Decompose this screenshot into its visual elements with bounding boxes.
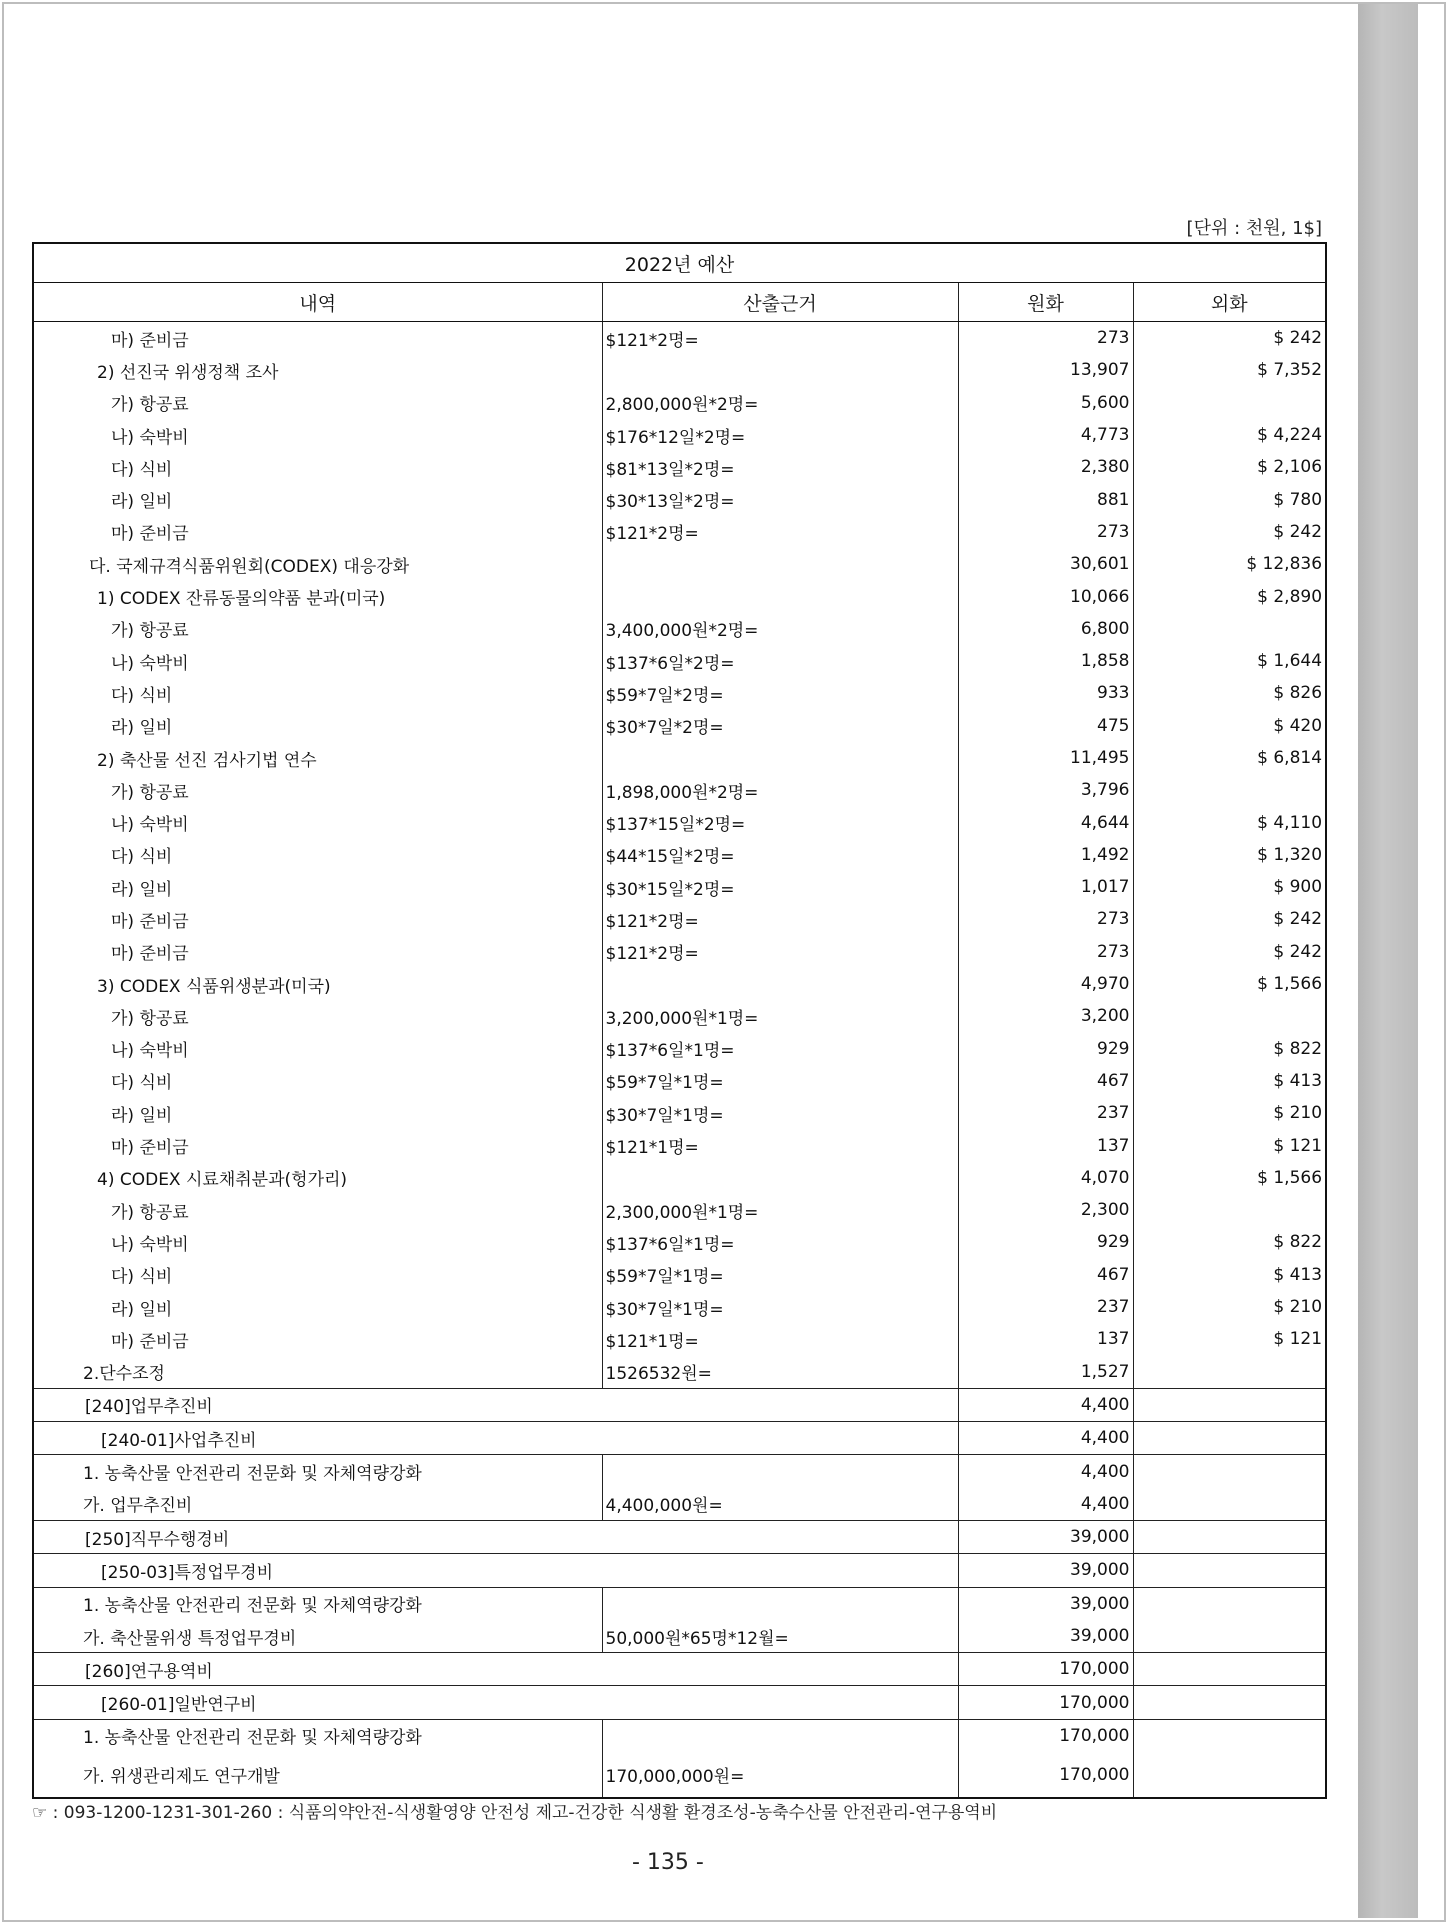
row-usd	[1133, 1388, 1326, 1421]
row-label-text: 마) 준비금	[111, 944, 189, 965]
row-label	[33, 936, 602, 968]
row-label	[33, 742, 602, 774]
row-krw: 1,527	[958, 1356, 1133, 1389]
row-basis: 1526532원=	[602, 1356, 958, 1389]
row-krw: 881	[958, 483, 1133, 515]
row-label-text: 마) 준비금	[111, 524, 189, 545]
row-krw: 1,017	[958, 871, 1133, 903]
row-usd: $ 780	[1133, 483, 1326, 515]
row-label-text: 나) 숙박비	[111, 653, 189, 674]
row-usd	[1133, 1752, 1326, 1798]
page-number: - 135 -	[632, 1850, 704, 1875]
row-krw: 137	[958, 1129, 1133, 1161]
row-label-text: 3) CODEX 식품위생분과(미국)	[97, 976, 331, 997]
table-row	[33, 742, 1326, 774]
row-label	[33, 483, 602, 515]
row-basis: $137*6일*2명=	[602, 645, 958, 677]
row-label-text: 가. 축산물위생 특정업무경비	[83, 1628, 297, 1649]
row-label-text: 1. 농축산물 안전관리 전문화 및 자체역량강화	[83, 1596, 422, 1617]
row-label-text: 마) 준비금	[111, 1138, 189, 1159]
row-label-text: 가) 항공료	[111, 1202, 189, 1223]
row-label	[33, 839, 602, 871]
row-basis: 2,800,000원*2명=	[602, 387, 958, 419]
row-krw: 137	[958, 1323, 1133, 1355]
header-basis: 산출근거	[602, 283, 958, 322]
row-basis: $59*7일*1명=	[602, 1065, 958, 1097]
row-basis: $30*7일*2명=	[602, 710, 958, 742]
row-label-text: [240-01]사업추진비	[101, 1430, 257, 1451]
row-krw: 1,858	[958, 645, 1133, 677]
row-krw: 467	[958, 1259, 1133, 1291]
row-basis: 1,898,000원*2명=	[602, 774, 958, 806]
row-label	[33, 1554, 958, 1587]
row-krw: 237	[958, 1097, 1133, 1129]
row-usd	[1133, 613, 1326, 645]
row-krw: 929	[958, 1226, 1133, 1258]
table-row	[33, 483, 1326, 515]
row-label	[33, 1653, 958, 1686]
row-basis: $121*2명=	[602, 936, 958, 968]
row-krw: 5,600	[958, 387, 1133, 419]
row-basis: $121*1명=	[602, 1129, 958, 1161]
row-krw: 30,601	[958, 548, 1133, 580]
row-label	[33, 1520, 958, 1553]
row-krw: 4,400	[958, 1422, 1133, 1455]
row-label	[33, 1587, 602, 1620]
row-label-text: 1. 농축산물 안전관리 전문화 및 자체역량강화	[83, 1464, 422, 1485]
table-row	[33, 1455, 1326, 1488]
table-title: 2022년 예산	[33, 243, 1326, 283]
row-usd: $ 121	[1133, 1323, 1326, 1355]
table-row	[33, 968, 1326, 1000]
table-row	[33, 1554, 1326, 1587]
row-usd	[1133, 1488, 1326, 1521]
row-label	[33, 1356, 602, 1389]
table-row	[33, 580, 1326, 612]
row-krw: 39,000	[958, 1587, 1133, 1620]
row-usd: $ 1,320	[1133, 839, 1326, 871]
table-row	[33, 1033, 1326, 1065]
row-krw: 10,066	[958, 580, 1133, 612]
row-label	[33, 1323, 602, 1355]
row-usd: $ 826	[1133, 677, 1326, 709]
row-label-text: 가. 업무추진비	[83, 1496, 193, 1517]
row-label-text: 1) CODEX 잔류동물의약품 분과(미국)	[97, 589, 386, 610]
unit-note: [단위 : 천원, 1$]	[1186, 218, 1322, 239]
row-label-text: [260-01]일반연구비	[101, 1695, 257, 1716]
row-label	[33, 806, 602, 838]
table-row	[33, 1129, 1326, 1161]
row-basis	[602, 968, 958, 1000]
row-basis: $44*15일*2명=	[602, 839, 958, 871]
row-basis: 2,300,000원*1명=	[602, 1194, 958, 1226]
row-basis	[602, 1719, 958, 1752]
row-usd	[1133, 1356, 1326, 1389]
row-label-text: 라) 일비	[111, 879, 173, 900]
row-usd: $ 413	[1133, 1259, 1326, 1291]
table-row	[33, 1259, 1326, 1291]
row-usd	[1133, 1422, 1326, 1455]
row-label	[33, 1388, 958, 1421]
table-row	[33, 1194, 1326, 1226]
row-basis	[602, 1587, 958, 1620]
row-label-text: 4) CODEX 시료채취분과(헝가리)	[97, 1170, 348, 1191]
table-row	[33, 1226, 1326, 1258]
row-basis: $30*13일*2명=	[602, 483, 958, 515]
row-usd: $ 210	[1133, 1097, 1326, 1129]
row-basis: 4,400,000원=	[602, 1488, 958, 1521]
row-usd	[1133, 1455, 1326, 1488]
row-label-text: [240]업무추진비	[85, 1397, 213, 1418]
row-label	[33, 1455, 602, 1488]
row-label-text: 다) 식비	[111, 1073, 173, 1094]
row-label	[33, 1719, 602, 1752]
page-side-shadow	[1358, 4, 1418, 1918]
table-row	[33, 871, 1326, 903]
row-krw: 273	[958, 516, 1133, 548]
row-usd: $ 4,110	[1133, 806, 1326, 838]
row-label	[33, 1291, 602, 1323]
row-krw: 6,800	[958, 613, 1133, 645]
row-krw: 39,000	[958, 1554, 1133, 1587]
footnote: ☞ : 093-1200-1231-301-260 : 식품의약안전-식생활영양 안전성 제고-건강한 식생활 환경조성-농축수산물 안전관리-연구용역비	[32, 1803, 998, 1823]
row-label-text: 가) 항공료	[111, 782, 189, 803]
budget-table	[32, 242, 1327, 1799]
row-label-text: 2) 축산물 선진 검사기법 연수	[97, 750, 317, 771]
row-usd: $ 2,890	[1133, 580, 1326, 612]
row-basis	[602, 742, 958, 774]
row-label-text: 나) 숙박비	[111, 1234, 189, 1255]
table-row	[33, 1388, 1326, 1421]
row-usd: $ 900	[1133, 871, 1326, 903]
table-row	[33, 1356, 1326, 1389]
row-basis: $121*2명=	[602, 903, 958, 935]
row-basis: $59*7일*1명=	[602, 1259, 958, 1291]
row-krw: 3,796	[958, 774, 1133, 806]
table-row	[33, 451, 1326, 483]
row-label	[33, 548, 602, 580]
table-row	[33, 677, 1326, 709]
row-label	[33, 1097, 602, 1129]
row-usd: $ 822	[1133, 1033, 1326, 1065]
table-row	[33, 548, 1326, 580]
row-label	[33, 1226, 602, 1258]
table-row	[33, 1653, 1326, 1686]
table-row	[33, 774, 1326, 806]
row-usd	[1133, 1719, 1326, 1752]
row-usd: $ 413	[1133, 1065, 1326, 1097]
row-basis: $121*1명=	[602, 1323, 958, 1355]
row-krw: 4,070	[958, 1162, 1133, 1194]
row-usd	[1133, 1194, 1326, 1226]
row-basis: $137*6일*1명=	[602, 1226, 958, 1258]
table-row	[33, 322, 1326, 355]
row-label-text: 나) 숙박비	[111, 815, 189, 836]
row-label-text: 마) 준비금	[111, 911, 189, 932]
table-row	[33, 516, 1326, 548]
table-row	[33, 1620, 1326, 1653]
row-usd: $ 242	[1133, 322, 1326, 355]
row-label	[33, 1033, 602, 1065]
row-usd	[1133, 1620, 1326, 1653]
row-label	[33, 516, 602, 548]
row-usd	[1133, 387, 1326, 419]
header-krw: 원화	[958, 283, 1133, 322]
row-label	[33, 1259, 602, 1291]
row-krw: 170,000	[958, 1686, 1133, 1719]
row-usd: $ 7,352	[1133, 354, 1326, 386]
row-krw: 467	[958, 1065, 1133, 1097]
row-krw: 929	[958, 1033, 1133, 1065]
row-basis: $137*6일*1명=	[602, 1033, 958, 1065]
row-krw: 1,492	[958, 839, 1133, 871]
table-row	[33, 839, 1326, 871]
row-label-text: [260]연구용역비	[85, 1661, 213, 1682]
row-label	[33, 1162, 602, 1194]
row-krw: 2,380	[958, 451, 1133, 483]
row-label	[33, 968, 602, 1000]
row-label	[33, 613, 602, 645]
table-row	[33, 1488, 1326, 1521]
row-label-text: 다) 식비	[111, 847, 173, 868]
row-usd: $ 210	[1133, 1291, 1326, 1323]
table-row	[33, 1162, 1326, 1194]
row-basis: $81*13일*2명=	[602, 451, 958, 483]
row-krw: 273	[958, 322, 1133, 355]
row-usd: $ 242	[1133, 936, 1326, 968]
row-label-text: 2.단수조정	[83, 1364, 165, 1385]
row-krw: 4,400	[958, 1388, 1133, 1421]
row-krw: 237	[958, 1291, 1133, 1323]
table-row	[33, 1752, 1326, 1798]
row-label-text: 나) 숙박비	[111, 1041, 189, 1062]
row-label-text: 라) 일비	[111, 718, 173, 739]
row-label-text: 다) 식비	[111, 685, 173, 706]
row-krw: 4,400	[958, 1488, 1133, 1521]
row-usd: $ 822	[1133, 1226, 1326, 1258]
row-usd	[1133, 1520, 1326, 1553]
row-label	[33, 1686, 958, 1719]
row-label	[33, 1000, 602, 1032]
table-row	[33, 1000, 1326, 1032]
row-krw: 39,000	[958, 1520, 1133, 1553]
row-label	[33, 710, 602, 742]
row-label-text: [250]직무수행경비	[85, 1529, 230, 1550]
row-label-text: 마) 준비금	[111, 330, 189, 351]
row-basis: 170,000,000원=	[602, 1752, 958, 1798]
table-row	[33, 1686, 1326, 1719]
row-krw: 273	[958, 936, 1133, 968]
row-label	[33, 903, 602, 935]
row-basis	[602, 1455, 958, 1488]
row-usd	[1133, 774, 1326, 806]
row-krw: 475	[958, 710, 1133, 742]
row-usd	[1133, 1587, 1326, 1620]
row-label-text: 다) 식비	[111, 1267, 173, 1288]
row-basis: 3,200,000원*1명=	[602, 1000, 958, 1032]
row-label-text: 가. 위생관리제도 연구개발	[83, 1767, 280, 1788]
row-usd: $ 420	[1133, 710, 1326, 742]
row-basis: $121*2명=	[602, 322, 958, 355]
row-usd: $ 2,106	[1133, 451, 1326, 483]
row-krw: 170,000	[958, 1719, 1133, 1752]
row-usd	[1133, 1653, 1326, 1686]
row-label	[33, 419, 602, 451]
row-basis: 50,000원*65명*12월=	[602, 1620, 958, 1653]
table-row	[33, 1520, 1326, 1553]
row-label	[33, 1620, 602, 1653]
row-label-text: 라) 일비	[111, 1299, 173, 1320]
row-label-text: 1. 농축산물 안전관리 전문화 및 자체역량강화	[83, 1728, 422, 1749]
row-krw: 4,970	[958, 968, 1133, 1000]
row-basis: $59*7일*2명=	[602, 677, 958, 709]
row-usd: $ 1,566	[1133, 968, 1326, 1000]
row-usd: $ 1,566	[1133, 1162, 1326, 1194]
table-row	[33, 903, 1326, 935]
table-body	[33, 322, 1326, 1799]
row-usd: $ 121	[1133, 1129, 1326, 1161]
row-label-text: 라) 일비	[111, 1105, 173, 1126]
row-label	[33, 1422, 958, 1455]
row-label	[33, 645, 602, 677]
row-label-text: 가) 항공료	[111, 1008, 189, 1029]
row-usd: $ 12,836	[1133, 548, 1326, 580]
row-krw: 170,000	[958, 1653, 1133, 1686]
row-usd: $ 6,814	[1133, 742, 1326, 774]
row-krw: 273	[958, 903, 1133, 935]
table-row	[33, 1323, 1326, 1355]
row-basis	[602, 354, 958, 386]
row-label	[33, 322, 602, 355]
row-basis: $137*15일*2명=	[602, 806, 958, 838]
row-krw: 11,495	[958, 742, 1133, 774]
row-basis: $121*2명=	[602, 516, 958, 548]
row-krw: 933	[958, 677, 1133, 709]
row-krw: 170,000	[958, 1752, 1133, 1798]
row-label	[33, 387, 602, 419]
table-row	[33, 1291, 1326, 1323]
row-label	[33, 774, 602, 806]
row-basis: $30*7일*1명=	[602, 1291, 958, 1323]
row-label	[33, 354, 602, 386]
row-usd: $ 4,224	[1133, 419, 1326, 451]
row-label-text: 라) 일비	[111, 492, 173, 513]
row-label-text: 다. 국제규격식품위원회(CODEX) 대응강화	[89, 556, 410, 577]
row-krw: 3,200	[958, 1000, 1133, 1032]
table-row	[33, 354, 1326, 386]
row-label-text: 2) 선진국 위생정책 조사	[97, 362, 279, 383]
row-label	[33, 1488, 602, 1521]
row-usd	[1133, 1000, 1326, 1032]
row-label-text: [250-03]특정업무경비	[101, 1562, 274, 1583]
row-krw: 13,907	[958, 354, 1133, 386]
table-row	[33, 1065, 1326, 1097]
row-label-text: 다) 식비	[111, 459, 173, 480]
row-krw: 2,300	[958, 1194, 1133, 1226]
table-row	[33, 1097, 1326, 1129]
row-usd	[1133, 1686, 1326, 1719]
row-usd: $ 242	[1133, 516, 1326, 548]
table-row	[33, 710, 1326, 742]
row-label-text: 마) 준비금	[111, 1331, 189, 1352]
table-row	[33, 645, 1326, 677]
table-row	[33, 1422, 1326, 1455]
header-usd: 외화	[1133, 283, 1326, 322]
row-basis	[602, 580, 958, 612]
row-krw: 4,773	[958, 419, 1133, 451]
row-label-text: 가) 항공료	[111, 621, 189, 642]
row-krw: 39,000	[958, 1620, 1133, 1653]
row-usd: $ 1,644	[1133, 645, 1326, 677]
row-basis	[602, 1162, 958, 1194]
table-row	[33, 419, 1326, 451]
row-label-text: 나) 숙박비	[111, 427, 189, 448]
row-label	[33, 871, 602, 903]
row-label-text: 가) 항공료	[111, 395, 189, 416]
row-label	[33, 1752, 602, 1798]
table-row	[33, 387, 1326, 419]
table-row	[33, 1587, 1326, 1620]
header-detail: 내역	[33, 283, 602, 322]
row-label	[33, 580, 602, 612]
row-label	[33, 1065, 602, 1097]
row-label	[33, 1129, 602, 1161]
row-usd	[1133, 1554, 1326, 1587]
row-usd: $ 242	[1133, 903, 1326, 935]
row-krw: 4,644	[958, 806, 1133, 838]
row-label	[33, 451, 602, 483]
row-basis	[602, 548, 958, 580]
table-row	[33, 1719, 1326, 1752]
table-row	[33, 613, 1326, 645]
row-krw: 4,400	[958, 1455, 1133, 1488]
row-label	[33, 677, 602, 709]
row-basis: 3,400,000원*2명=	[602, 613, 958, 645]
row-basis: $176*12일*2명=	[602, 419, 958, 451]
row-basis: $30*15일*2명=	[602, 871, 958, 903]
row-basis: $30*7일*1명=	[602, 1097, 958, 1129]
table-row	[33, 936, 1326, 968]
row-label	[33, 1194, 602, 1226]
table-row	[33, 806, 1326, 838]
